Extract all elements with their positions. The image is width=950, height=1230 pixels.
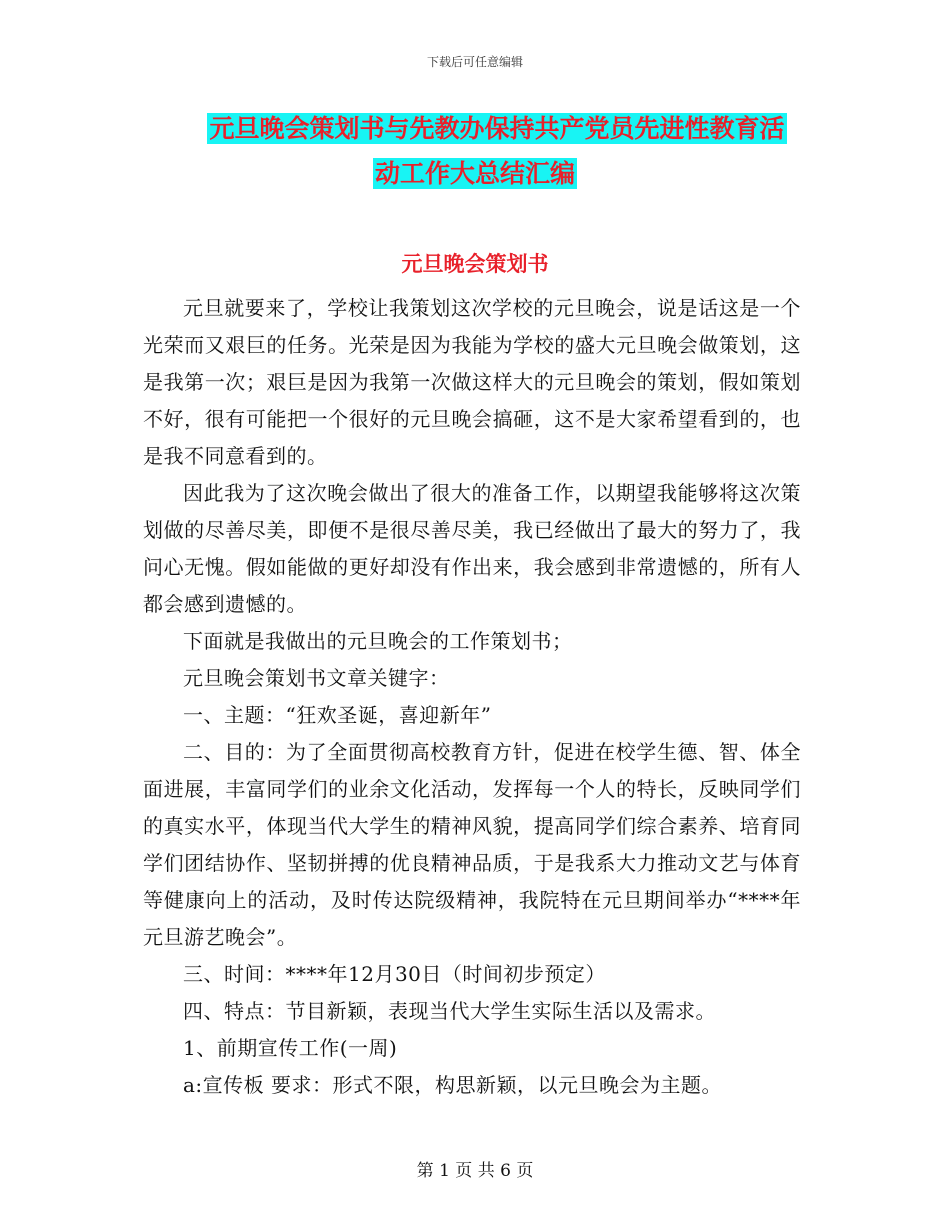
paragraph-purpose: 二、目的：为了全面贯彻高校教育方针，促进在校学生德、智、体全面进展，丰富同学们的业余文化活动，发挥每一个人的特长，反映同学们的真实水平，体现当代大学生的精神风貌，提高同学们综合素养、培育同学们团结协作、坚韧拼搏的优良精神品质，于是我系大力推动文艺与体育等健康向上的活动，及时传达院级精神，我院特在元旦期间举办“****年元旦游艺晚会”。 — [143, 740, 801, 949]
paragraph-intro: 元旦就要来了，学校让我策划这次学校的元旦晚会，说是话这是一个光荣而又艰巨的任务。光荣是因为我能为学校的盛大元旦晚会做策划，这是我第一次；艰巨是因为我第一次做这样大的元旦晚会的策划，假如策划不好，很有可能把一个很好的元旦晚会搞砸，这不是大家希望看到的，也是我不同意看到的。 — [143, 296, 801, 468]
document-body — [143, 290, 801, 1104]
paragraph-lead-in: 下面就是我做出的元旦晚会的工作策划书； — [183, 629, 573, 653]
section-heading: 元旦晚会策划书 — [401, 252, 549, 276]
page-number-footer: 第 1 页 共 6 页 — [416, 1161, 534, 1181]
document-title-text-1: 元旦晚会策划书与先教办保持共产党员先进性教育活 — [209, 114, 785, 143]
document-title-line-1 — [22, 113, 950, 145]
document-title-text-2: 动工作大总结汇编 — [374, 159, 575, 188]
paragraph-preparation: 因此我为了这次晚会做出了很大的准备工作，以期望我能够将这次策划做的尽善尽美，即便不是很尽善尽美，我已经做出了最大的努力了，我问心无愧。假如能做的更好却没有作出来，我会感到非常遗憾的，所有人都会感到遗憾的。 — [143, 481, 801, 616]
paragraph-board: a:宣传板 要求：形式不限，构思新颖，以元旦晚会为主题。 — [183, 1073, 723, 1097]
paragraph-features: 四、特点：节目新颖，表现当代大学生实际生活以及需求。 — [183, 999, 716, 1023]
page-header-note: 下载后可任意编辑 — [426, 55, 523, 69]
paragraph-theme: 一、主题：“狂欢圣诞，喜迎新年” — [183, 703, 492, 727]
document-title-line-2 — [0, 158, 950, 190]
paragraph-promotion: 1、前期宣传工作(一周) — [183, 1036, 398, 1060]
paragraph-keywords: 元旦晚会策划书文章关键字： — [183, 666, 450, 690]
paragraph-time: 三、时间：****年12月30日（时间初步预定） — [183, 962, 606, 986]
